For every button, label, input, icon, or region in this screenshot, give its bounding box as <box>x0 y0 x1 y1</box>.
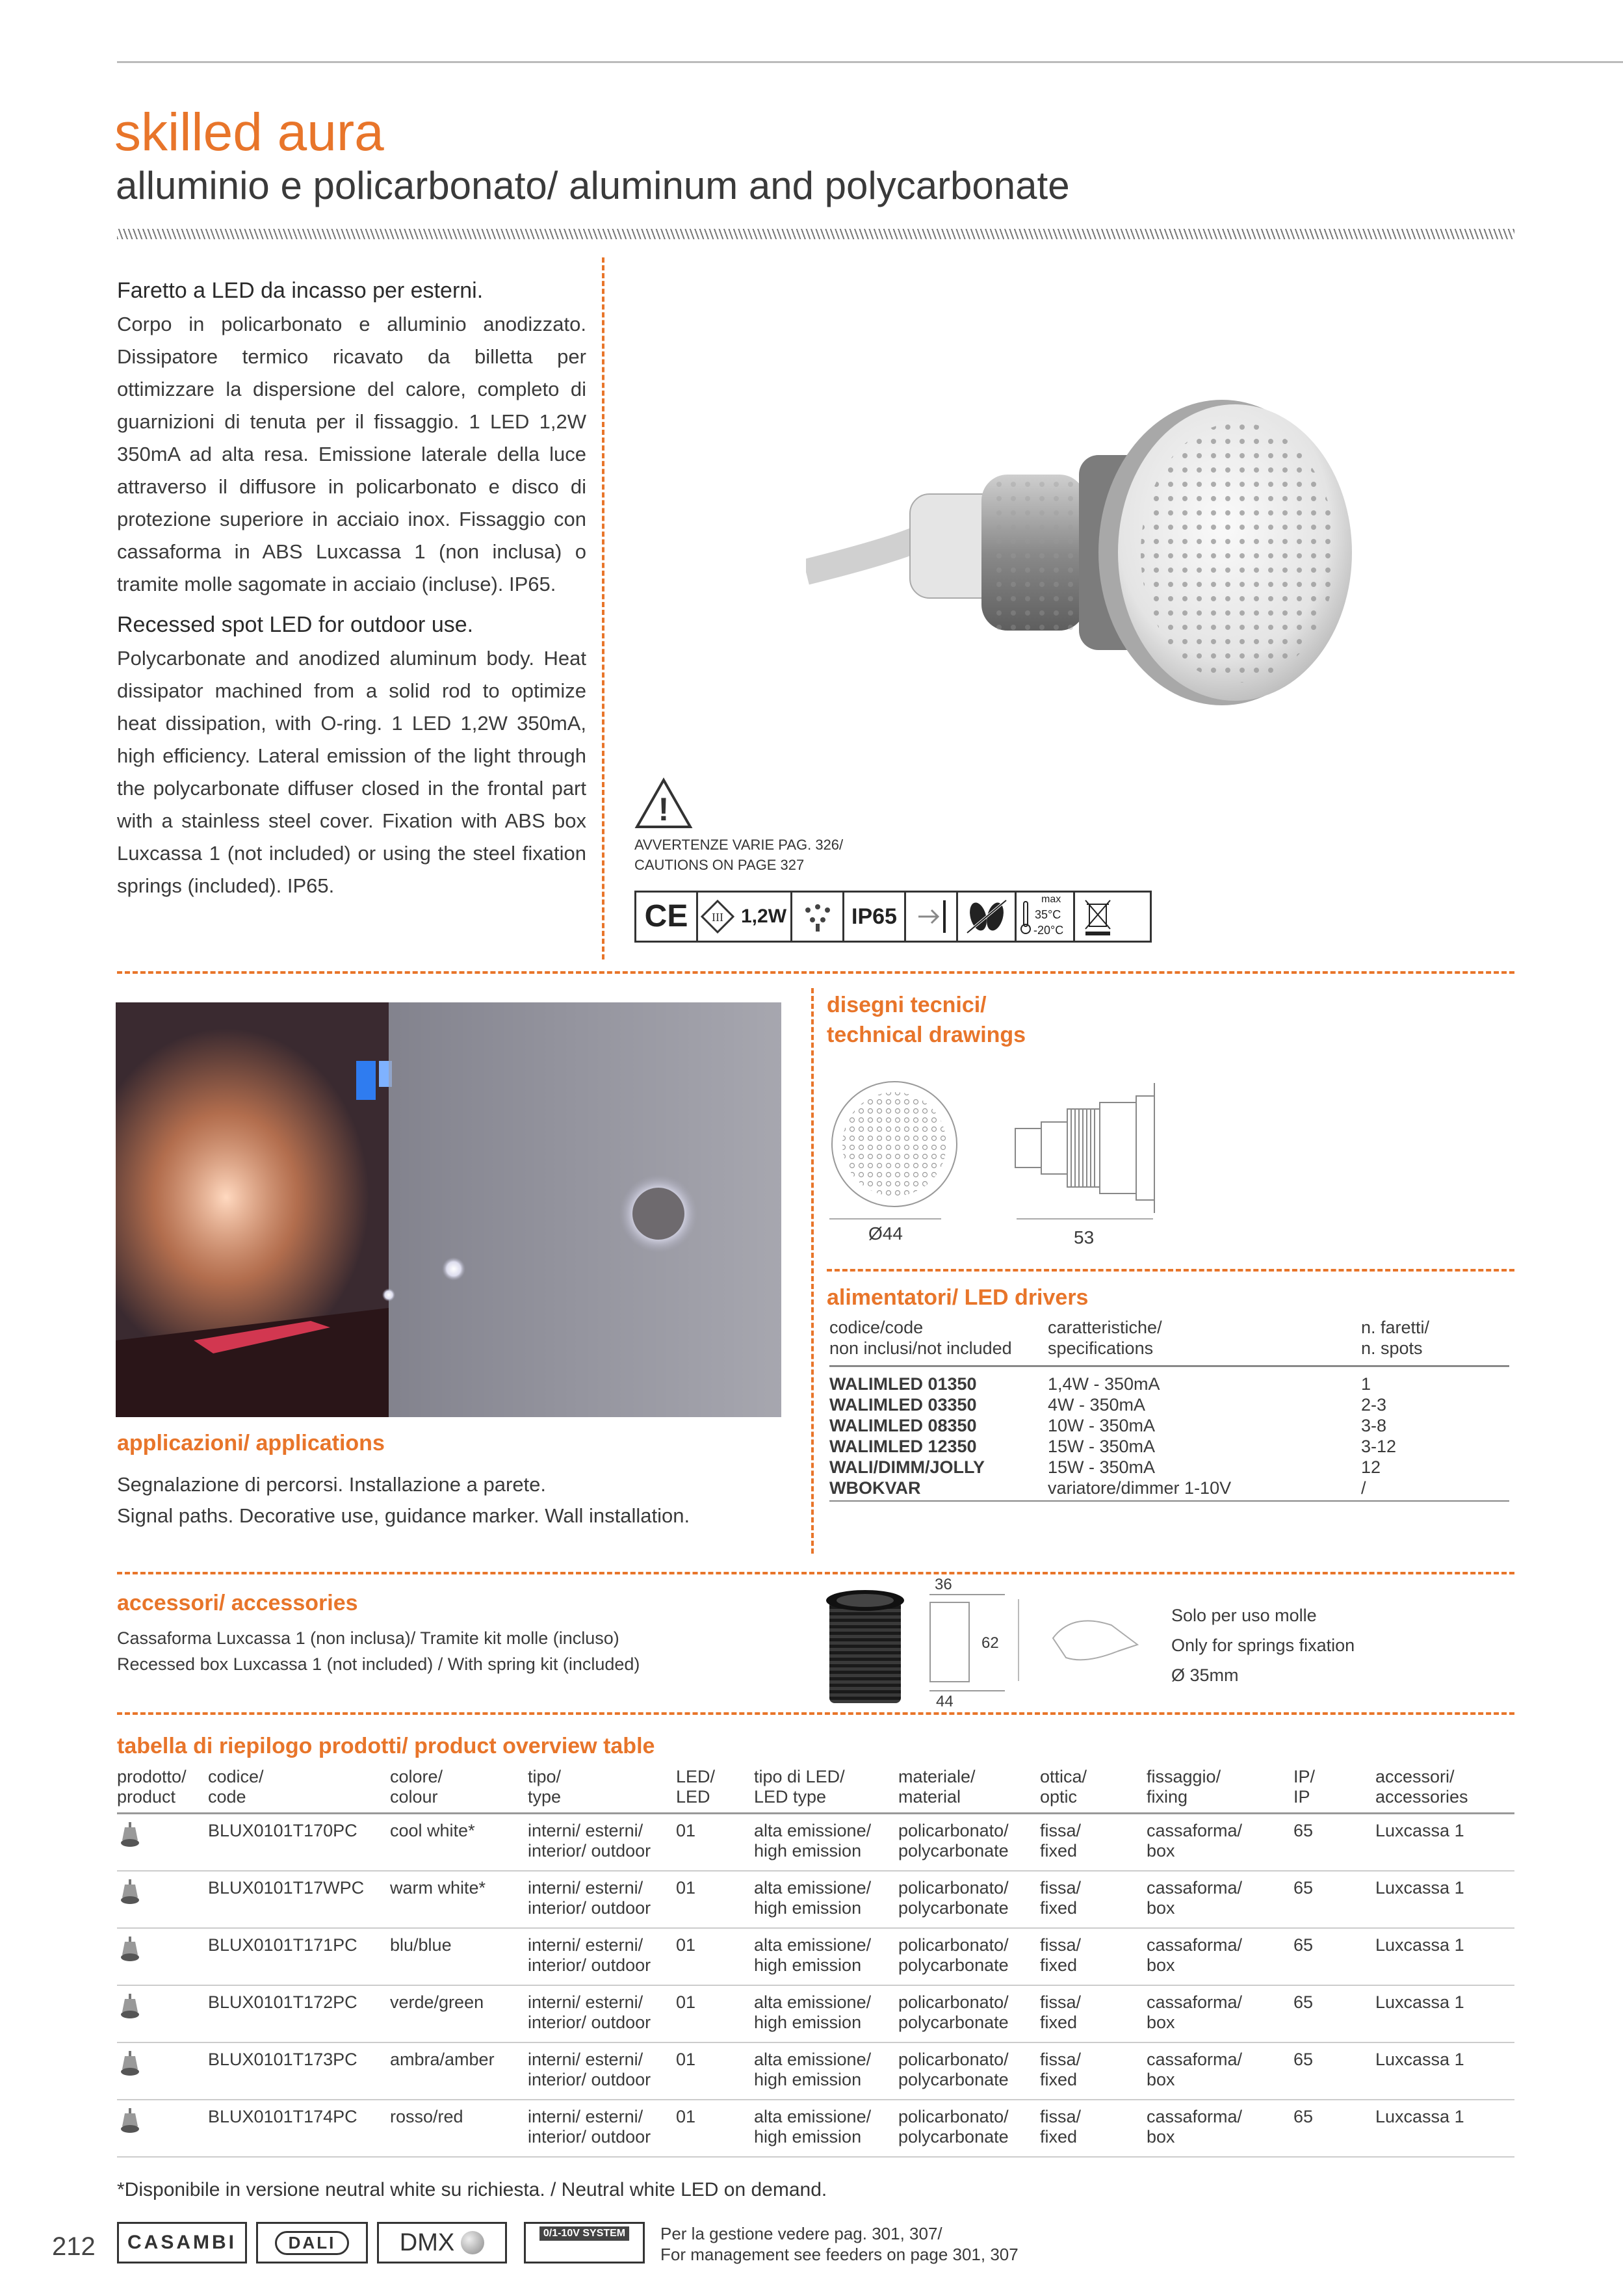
ov-header-led: LED/ <box>676 1767 716 1786</box>
product-thumbnail <box>117 1985 208 2042</box>
row-accessory <box>1375 2042 1514 2100</box>
row-code <box>208 1985 390 2042</box>
drivers-title: alimentatori/ LED drivers <box>827 1285 1089 1310</box>
drivers-table <box>829 1317 1509 1498</box>
row-type <box>528 1871 676 1928</box>
product-thumbnail <box>117 1814 208 1872</box>
row-fixing <box>1147 2042 1293 2100</box>
row-accessory <box>1375 1985 1514 2042</box>
row-material-text: polycarbonate <box>898 2013 1009 2032</box>
row-optic <box>1040 2100 1147 2157</box>
ov-header-colour-sub: colour <box>390 1787 438 1807</box>
section-divider-1 <box>117 971 1514 974</box>
accessories-note2: Only for springs fixation <box>1171 1636 1355 1655</box>
row-led-type <box>754 1985 898 2042</box>
power-label: 1,2W <box>737 893 792 941</box>
row-colour <box>390 2042 528 2100</box>
row-code-text: BLUX0101T170PC <box>208 1821 357 1840</box>
technical-title-2: technical drawings <box>827 1023 1026 1047</box>
row-type-text: interni/ esterni/ <box>528 1935 643 1955</box>
row-optic-text: fissa/ <box>1040 2050 1082 2069</box>
driver-code: WALIMLED 12350 <box>829 1437 977 1456</box>
application-photo <box>116 1002 781 1417</box>
row-type <box>528 1985 676 2042</box>
product-image <box>806 377 1391 741</box>
driver-code: WALI/DIMM/JOLLY <box>829 1457 985 1477</box>
accessories-note1: Solo per uso molle <box>1171 1606 1317 1625</box>
casambi-logo: CASAMBI <box>117 2222 247 2263</box>
row-led-type-text: alta emissione/ <box>754 2050 872 2069</box>
drivers-table-bottom-rule <box>829 1500 1509 1502</box>
ov-header-ip-sub: IP <box>1293 1787 1310 1807</box>
row-material-text: polycarbonate <box>898 1841 1009 1860</box>
row-optic <box>1040 1928 1147 1985</box>
driver-code: WALIMLED 01350 <box>829 1374 977 1394</box>
driver-code: WALIMLED 08350 <box>829 1416 977 1435</box>
ov-header-accessories-sub: accessories <box>1375 1787 1468 1807</box>
technical-drawing-front <box>829 1079 959 1212</box>
row-ip-text: 65 <box>1293 1935 1314 1955</box>
row-material-text: policarbonato/ <box>898 2107 1009 2126</box>
row-type-text: interni/ esterni/ <box>528 1878 643 1898</box>
overview-title: tabella di riepilogo prodotti/ product overview table <box>117 1734 655 1758</box>
drivers-row <box>829 1436 1509 1457</box>
driver-spots: 12 <box>1361 1457 1381 1477</box>
section-divider-3 <box>117 1712 1514 1715</box>
row-colour-text: warm white* <box>390 1878 486 1898</box>
luxcassa-dim-bottom-line <box>929 1690 1005 1691</box>
row-led-type <box>754 1814 898 1872</box>
row-colour <box>390 2100 528 2157</box>
weee-bin-icon <box>1075 893 1121 941</box>
section-divider-2 <box>117 1572 1514 1574</box>
row-led-type-text: high emission <box>754 2013 862 2032</box>
section-divider-drivers <box>827 1269 1514 1272</box>
row-type <box>528 2042 676 2100</box>
technical-drawing-side <box>996 1083 1178 1216</box>
product-row <box>117 1871 1514 1928</box>
accessories-title: accessori/ accessories <box>117 1591 358 1615</box>
row-material <box>898 1928 1040 1985</box>
row-code <box>208 1871 390 1928</box>
drivers-header-spots-sub: n. spots <box>1361 1338 1423 1358</box>
row-type-text: interior/ outdoor <box>528 1955 651 1975</box>
driver-spec: variatore/dimmer 1-10V <box>1048 1478 1232 1498</box>
driver-spots: 3-8 <box>1361 1416 1387 1435</box>
driver-spec: 4W - 350mA <box>1048 1395 1146 1415</box>
cautions-line1: AVVERTENZE VARIE PAG. 326/ <box>634 837 844 853</box>
drivers-row <box>829 1366 1509 1395</box>
row-led-text: 01 <box>676 2050 696 2069</box>
row-accessory <box>1375 1928 1514 1985</box>
drivers-row <box>829 1415 1509 1436</box>
row-type-text: interni/ esterni/ <box>528 2050 643 2069</box>
row-led-type-text: alta emissione/ <box>754 2107 872 2126</box>
row-led <box>676 1871 754 1928</box>
product-row <box>117 1928 1514 1985</box>
ov-header-code-sub: code <box>208 1787 246 1807</box>
ov-header-fixing-sub: fixing <box>1147 1787 1188 1807</box>
row-type-text: interior/ outdoor <box>528 1898 651 1918</box>
description-it-body: Corpo in policarbonato e alluminio anodizzato. Dissipatore termico ricavato da billetta per ottimizzare la dispersione del calore, completo di guarnizioni di tenuta per il fissaggio. 1 LED 1,2W 350mA ad alta resa. Emissione laterale della luce attraverso il diffusore in policarbonato e disco di protezione superiore in acciaio inox. Fissaggio con cassaforma in ABS Luxcassa 1 (non inclusa) o tramite molle sagomate in acciaio (incluse). IP65. <box>117 313 586 595</box>
direction-icon <box>906 893 958 941</box>
row-optic-text: fissa/ <box>1040 2107 1082 2126</box>
driver-spots: 2-3 <box>1361 1395 1387 1415</box>
spotlight-icon <box>117 1821 143 1849</box>
dmx-logo <box>377 2222 507 2263</box>
row-material <box>898 1814 1040 1872</box>
row-led-text: 01 <box>676 1878 696 1898</box>
applications-line2: Signal paths. Decorative use, guidance marker. Wall installation. <box>117 1504 690 1527</box>
spotlight-icon <box>117 2050 143 2078</box>
row-led <box>676 1928 754 1985</box>
ov-header-colour: colore/ <box>390 1767 443 1786</box>
description-en-heading: Recessed spot LED for outdoor use. <box>117 612 474 637</box>
warning-icon <box>634 777 693 833</box>
row-colour <box>390 1871 528 1928</box>
dali-logo <box>256 2222 368 2263</box>
ov-header-ip: IP/ <box>1293 1767 1316 1786</box>
row-colour <box>390 1985 528 2042</box>
driver-spec: 10W - 350mA <box>1048 1416 1156 1435</box>
ov-header-type-sub: type <box>528 1787 562 1807</box>
ce-mark-icon: CE <box>636 893 698 941</box>
cautions-line2: CAUTIONS ON PAGE 327 <box>634 857 805 873</box>
driver-spots: / <box>1361 1478 1366 1498</box>
ov-header-product-sub: product <box>117 1787 176 1807</box>
description-en-body: Polycarbonate and anodized aluminum body. Heat dissipator machined from a solid rod to optimize heat dissipation, with O-ring. 1 LED 1,2W 350mA, high efficiency. Lateral emission of the light through the polycarbonate diffuser closed in the frontal part with a stainless steel cover. Fixation with ABS box Luxcassa 1 (not included) or using the steel fixation springs (included). IP65. <box>117 647 586 897</box>
row-accessory-text: Luxcassa 1 <box>1375 1935 1464 1955</box>
driver-code: WALIMLED 03350 <box>829 1395 977 1415</box>
accessories-line2: Recessed box Luxcassa 1 (not included) / With spring kit (included) <box>117 1654 640 1674</box>
footnote: *Disponibile in versione neutral white su richiesta. / Neutral white LED on demand. <box>117 2179 827 2200</box>
row-fixing-text: cassaforma/ <box>1147 1992 1243 2012</box>
row-colour-text: rosso/red <box>390 2107 463 2126</box>
row-material-text: polycarbonate <box>898 1898 1009 1918</box>
row-material-text: policarbonato/ <box>898 1935 1009 1955</box>
system-010v-logo <box>524 2222 645 2263</box>
row-optic <box>1040 1871 1147 1928</box>
row-accessory-text: Luxcassa 1 <box>1375 1821 1464 1840</box>
product-thumbnail <box>117 1871 208 1928</box>
row-led <box>676 1814 754 1872</box>
technical-title-1: disegni tecnici/ <box>827 993 987 1017</box>
ov-header-fixing: fissaggio/ <box>1147 1767 1221 1786</box>
row-material <box>898 2100 1040 2157</box>
row-code <box>208 1928 390 1985</box>
dmx-logo-ball-icon <box>461 2231 484 2254</box>
ov-header-type: tipo/ <box>528 1767 562 1786</box>
row-optic <box>1040 1814 1147 1872</box>
driver-spec: 15W - 350mA <box>1048 1457 1156 1477</box>
row-ip-text: 65 <box>1293 2107 1314 2126</box>
row-optic-text: fixed <box>1040 1955 1078 1975</box>
footer-note2: For management see feeders on page 301, 307 <box>660 2245 1019 2264</box>
luxcassa-dim-height: 62 <box>981 1634 999 1652</box>
driver-spots: 1 <box>1361 1374 1371 1394</box>
row-led-type-text: high emission <box>754 1898 862 1918</box>
row-colour-text: blu/blue <box>390 1935 452 1955</box>
drivers-row <box>829 1394 1509 1415</box>
row-code-text: BLUX0101T173PC <box>208 2050 357 2069</box>
row-material-text: polycarbonate <box>898 2070 1009 2089</box>
top-rule <box>117 61 1623 63</box>
luxcassa-dim-width-line <box>929 1594 1005 1595</box>
row-accessory-text: Luxcassa 1 <box>1375 1878 1464 1898</box>
driver-code: WBOKVAR <box>829 1478 921 1498</box>
row-type <box>528 2100 676 2157</box>
row-code <box>208 2042 390 2100</box>
drivers-header-spec-sub: specifications <box>1048 1338 1154 1358</box>
dimension-line-2 <box>1017 1218 1153 1220</box>
row-code-text: BLUX0101T172PC <box>208 1992 357 2012</box>
certification-strip <box>634 891 1152 943</box>
dimension-length: 53 <box>1074 1227 1095 1247</box>
temp-low-label: -20°C <box>1033 924 1064 937</box>
row-colour-text: ambra/amber <box>390 2050 495 2069</box>
ov-header-code: codice/ <box>208 1767 264 1786</box>
drivers-header-spots: n. faretti/ <box>1361 1318 1430 1337</box>
ov-header-ledtype: tipo di LED/ <box>754 1767 845 1786</box>
ov-header-product: prodotto/ <box>117 1767 187 1786</box>
row-accessory-text: Luxcassa 1 <box>1375 2107 1464 2126</box>
row-ip <box>1293 1985 1375 2042</box>
row-accessory-text: Luxcassa 1 <box>1375 1992 1464 2012</box>
page-number: 212 <box>52 2232 96 2261</box>
row-led-type-text: high emission <box>754 1955 862 1975</box>
row-optic-text: fixed <box>1040 1898 1078 1918</box>
row-led-type <box>754 2100 898 2157</box>
row-led-text: 01 <box>676 1992 696 2012</box>
ov-header-material-sub: material <box>898 1787 961 1807</box>
spring-cutout-drawing <box>1046 1612 1144 1674</box>
system-010v-text: 0/1-10V SYSTEM <box>539 2226 629 2241</box>
spotlight-icon <box>117 1992 143 2021</box>
row-optic-text: fixed <box>1040 1841 1078 1860</box>
row-fixing-text: cassaforma/ <box>1147 1878 1243 1898</box>
row-material-text: policarbonato/ <box>898 1821 1009 1840</box>
row-led-type-text: alta emissione/ <box>754 1935 872 1955</box>
row-fixing-text: box <box>1147 1841 1175 1860</box>
row-fixing-text: box <box>1147 2013 1175 2032</box>
row-led-type-text: high emission <box>754 2127 862 2146</box>
row-accessory <box>1375 1814 1514 1872</box>
row-optic-text: fissa/ <box>1040 1992 1082 2012</box>
row-led-text: 01 <box>676 1935 696 1955</box>
row-type-text: interior/ outdoor <box>528 2127 651 2146</box>
row-ip <box>1293 1871 1375 1928</box>
product-row <box>117 2042 1514 2100</box>
spotlight-icon <box>117 1935 143 1964</box>
row-optic <box>1040 1985 1147 2042</box>
drivers-row <box>829 1457 1509 1478</box>
row-material-text: polycarbonate <box>898 2127 1009 2146</box>
row-optic-text: fissa/ <box>1040 1821 1082 1840</box>
class-iii-icon <box>698 893 737 941</box>
footer-note1: Per la gestione vedere pag. 301, 307/ <box>660 2224 942 2243</box>
row-fixing-text: cassaforma/ <box>1147 1935 1243 1955</box>
row-led-type <box>754 1871 898 1928</box>
spotlight-icon <box>117 2107 143 2135</box>
ov-header-ledtype-sub: LED type <box>754 1787 827 1807</box>
vertical-divider-top <box>602 257 604 959</box>
row-fixing <box>1147 1985 1293 2042</box>
driver-spots: 3-12 <box>1361 1437 1397 1456</box>
ov-header-material: materiale/ <box>898 1767 976 1786</box>
row-ip-text: 65 <box>1293 2050 1314 2069</box>
row-ip <box>1293 2042 1375 2100</box>
accessories-separator <box>1018 1599 1019 1681</box>
row-fixing-text: box <box>1147 1898 1175 1918</box>
row-led-type-text: alta emissione/ <box>754 1878 872 1898</box>
page-subtitle: alluminio e policarbonato/ aluminum and polycarbonate <box>116 164 1070 207</box>
row-type-text: interior/ outdoor <box>528 1841 651 1860</box>
row-colour <box>390 1814 528 1872</box>
row-colour <box>390 1928 528 1985</box>
row-code-text: BLUX0101T174PC <box>208 2107 357 2126</box>
row-ip <box>1293 2100 1375 2157</box>
row-led-type-text: high emission <box>754 2070 862 2089</box>
dimension-diameter: Ø44 <box>868 1223 903 1244</box>
row-fixing-text: box <box>1147 1955 1175 1975</box>
row-ip <box>1293 1814 1375 1872</box>
row-optic-text: fixed <box>1040 2013 1078 2032</box>
drivers-row <box>829 1478 1509 1498</box>
drivers-header-code: codice/code <box>829 1318 924 1337</box>
row-type <box>528 1928 676 1985</box>
row-fixing-text: cassaforma/ <box>1147 2107 1243 2126</box>
row-led-text: 01 <box>676 2107 696 2126</box>
driver-spec: 1,4W - 350mA <box>1048 1374 1160 1394</box>
row-material-text: policarbonato/ <box>898 2050 1009 2069</box>
svg-text:!: ! <box>658 791 669 828</box>
led-icon <box>792 893 844 941</box>
description-block <box>117 273 586 902</box>
dmx-logo-text: DMX <box>399 2228 455 2256</box>
row-ip-text: 65 <box>1293 1878 1314 1898</box>
row-fixing <box>1147 1814 1293 1872</box>
row-fixing <box>1147 1871 1293 1928</box>
drivers-header-code-sub: non inclusi/not included <box>829 1338 1012 1358</box>
row-code-text: BLUX0101T17WPC <box>208 1878 365 1898</box>
temperature-icon <box>1017 893 1075 941</box>
driver-spec: 15W - 350mA <box>1048 1437 1156 1456</box>
row-fixing-text: cassaforma/ <box>1147 2050 1243 2069</box>
row-ip <box>1293 1928 1375 1985</box>
row-accessory <box>1375 2100 1514 2157</box>
row-led-text: 01 <box>676 1821 696 1840</box>
row-ip-text: 65 <box>1293 1821 1314 1840</box>
row-code <box>208 2100 390 2157</box>
row-material-text: policarbonato/ <box>898 1992 1009 2012</box>
accessories-note3: Ø 35mm <box>1171 1665 1239 1685</box>
row-ip-text: 65 <box>1293 1992 1314 2012</box>
dali-logo-text: DALI <box>275 2231 350 2255</box>
description-it-heading: Faretto a LED da incasso per esterni. <box>117 278 484 303</box>
row-type-text: interni/ esterni/ <box>528 1992 643 2012</box>
row-fixing-text: box <box>1147 2127 1175 2146</box>
row-optic-text: fixed <box>1040 2127 1078 2146</box>
row-led-type-text: alta emissione/ <box>754 1992 872 2012</box>
row-led <box>676 2042 754 2100</box>
page-title: skilled aura <box>114 103 384 162</box>
hatched-rule <box>117 229 1514 239</box>
temp-high-label: 35°C <box>1035 908 1061 921</box>
applications-line1: Segnalazione di percorsi. Installazione a parete. <box>117 1473 547 1496</box>
luxcassa-box-image <box>823 1586 907 1713</box>
ip-label: IP65 <box>844 893 906 941</box>
product-row <box>117 1814 1514 1872</box>
row-led-type-text: high emission <box>754 1841 862 1860</box>
row-material <box>898 1985 1040 2042</box>
product-thumbnail <box>117 2100 208 2157</box>
row-accessory <box>1375 1871 1514 1928</box>
product-row <box>117 2100 1514 2157</box>
luxcassa-box-drawing <box>929 1602 970 1682</box>
row-optic-text: fissa/ <box>1040 1878 1082 1898</box>
row-type-text: interni/ esterni/ <box>528 1821 643 1840</box>
row-type-text: interior/ outdoor <box>528 2013 651 2032</box>
row-fixing <box>1147 2100 1293 2157</box>
dimension-line-1 <box>829 1218 941 1220</box>
row-code <box>208 1814 390 1872</box>
svg-text:III: III <box>712 911 723 924</box>
row-code-text: BLUX0101T171PC <box>208 1935 357 1955</box>
row-type <box>528 1814 676 1872</box>
row-colour-text: verde/green <box>390 1992 484 2012</box>
row-fixing-text: box <box>1147 2070 1175 2089</box>
ov-header-optic: ottica/ <box>1040 1767 1087 1786</box>
row-fixing-text: cassaforma/ <box>1147 1821 1243 1840</box>
applications-title: applicazioni/ applications <box>117 1431 385 1455</box>
row-led-type <box>754 2042 898 2100</box>
row-type-text: interni/ esterni/ <box>528 2107 643 2126</box>
row-material-text: policarbonato/ <box>898 1878 1009 1898</box>
row-type-text: interior/ outdoor <box>528 2070 651 2089</box>
row-accessory-text: Luxcassa 1 <box>1375 2050 1464 2069</box>
luxcassa-dim-width: 36 <box>935 1576 952 1593</box>
row-optic <box>1040 2042 1147 2100</box>
row-fixing <box>1147 1928 1293 1985</box>
row-colour-text: cool white* <box>390 1821 475 1840</box>
spotlight-icon <box>117 1878 143 1907</box>
row-material <box>898 1871 1040 1928</box>
overview-table <box>117 1767 1514 2158</box>
drivers-header-spec: caratteristiche/ <box>1048 1318 1162 1337</box>
accessories-line1: Cassaforma Luxcassa 1 (non inclusa)/ Tramite kit molle (incluso) <box>117 1628 619 1648</box>
row-led-type <box>754 1928 898 1985</box>
ov-header-accessories: accessori/ <box>1375 1767 1455 1786</box>
product-row <box>117 1985 1514 2042</box>
temp-max-label: max <box>1041 894 1061 905</box>
row-led-type-text: alta emissione/ <box>754 1821 872 1840</box>
row-material <box>898 2042 1040 2100</box>
row-optic-text: fixed <box>1040 2070 1078 2089</box>
row-optic-text: fissa/ <box>1040 1935 1082 1955</box>
product-thumbnail <box>117 1928 208 1985</box>
product-thumbnail <box>117 2042 208 2100</box>
ov-header-optic-sub: optic <box>1040 1787 1078 1807</box>
vertical-divider-middle <box>811 988 814 1554</box>
ov-header-led-sub: LED <box>676 1787 710 1807</box>
walkover-icon <box>958 893 1017 941</box>
row-led <box>676 1985 754 2042</box>
row-material-text: polycarbonate <box>898 1955 1009 1975</box>
luxcassa-dim-bottom: 44 <box>936 1693 954 1710</box>
row-led <box>676 2100 754 2157</box>
